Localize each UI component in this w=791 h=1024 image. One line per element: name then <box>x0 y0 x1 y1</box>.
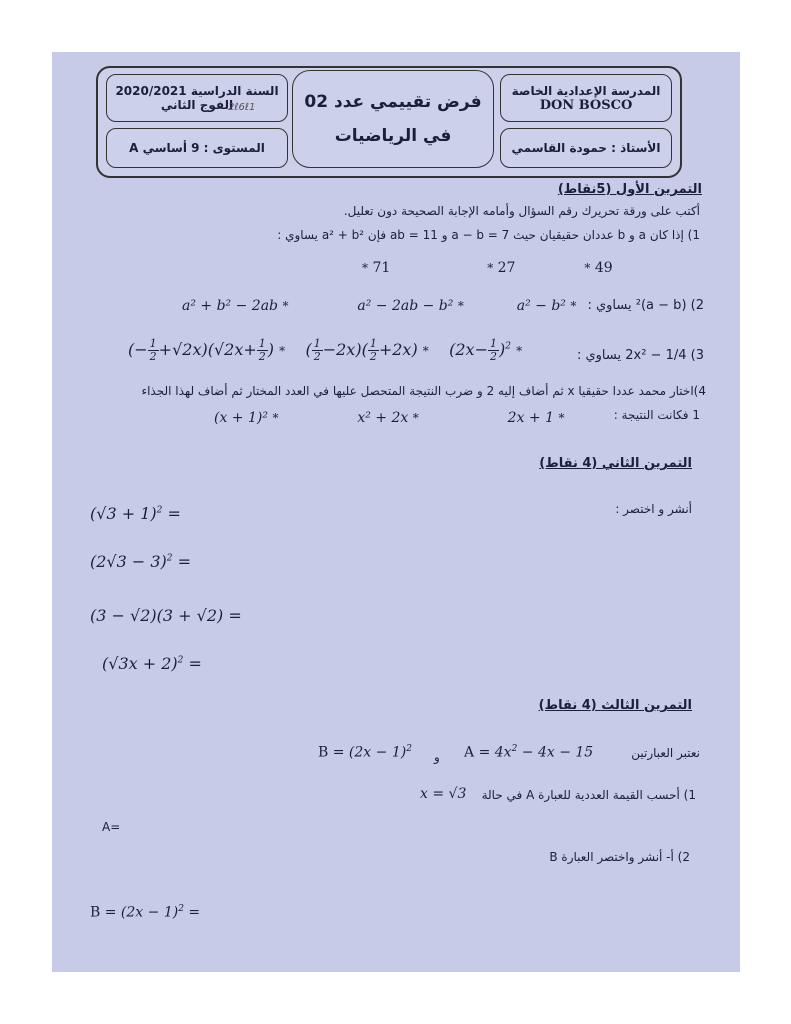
ex3-intro: نعتبر العبارتين <box>631 746 700 760</box>
ex1-q4-text: 4)اختار محمد عددا حقيقيا x ثم أضاف إليه 2 و ضرب النتيجة المتحصل عليها في العدد المختار ثم أضاف لهذا الجذاء <box>141 384 706 398</box>
ex3-q1: 1) أحسب القيمة العددية للعبارة A في حالة <box>481 788 696 802</box>
exam-title: فرض تقييمي عدد 02 <box>304 92 482 112</box>
q4-option-b: x² + 2x <box>357 410 409 426</box>
ex1-q1-options: * 71 * 27 * 49 <box>362 260 613 276</box>
q3-option-c: (2x− $\frac{1}{2}$ )$^2$ <box>449 337 511 363</box>
q1-option-b: 27 <box>497 260 516 276</box>
ex1-title: التمرين الأول (5نقاط) <box>557 182 702 197</box>
ex1-q3-label: 3) 2x² − 1/4 يساوي : <box>576 348 704 363</box>
school-year: السنة الدراسية 2020/2021 <box>115 84 279 98</box>
ex1-q4-cont: 1 فكانت النتيجة : <box>613 408 700 422</box>
level: المستوى : 9 أساسي A <box>129 141 265 155</box>
ex2-expr-2: $(2√3 - 3)^2$ = <box>90 552 192 571</box>
ex3-a-label: A= <box>102 820 121 834</box>
q2-option-a: a² + b² − 2ab <box>182 298 279 314</box>
school-name-cell <box>500 74 672 122</box>
school-line2: DON BOSCO <box>539 97 633 113</box>
ex1-q3-options: (− $\frac{1}{2}$ +√2x)(√2x+ $\frac{1}{2}$ ) * ( $\frac{1}{2}$ −2x)( $\frac{1}{2}$ +2x) * (2x− $\frac{1}{2}$ )$^2$ * <box>128 337 523 363</box>
q1-option-a: 71 <box>372 260 391 276</box>
ex1-instruction: أكتب على ورقة تحريرك رقم السؤال وأمامه الإجابة الصحيحة دون تعليل. <box>343 204 700 218</box>
q2-option-c: a² − b² <box>516 298 566 314</box>
ex3-q2: 2) أ- أنشر واختصر العبارة B <box>549 850 690 864</box>
ex1-q4-options: (x + 1)² * x² + 2x * 2x + 1 * <box>214 410 565 426</box>
q4-option-c: 2x + 1 <box>507 410 554 426</box>
ex3-b-expand: $B = (2x - 1)^2$ = <box>90 904 201 921</box>
handwritten-mark: 2ℓ6ℓ1 <box>228 102 256 113</box>
school-line1: المدرسة الإعدادية الخاصة <box>511 83 661 98</box>
q1-option-c: 49 <box>594 260 613 276</box>
ex2-instruction: أنشر و اختصر : <box>615 502 692 516</box>
ex3-title: التمرين الثالث (4 نقاط) <box>538 698 692 713</box>
exam-subject: في الرياضيات <box>334 126 452 146</box>
q4-option-a: (x + 1)² <box>214 410 268 426</box>
q2-option-b: a² − 2ab − b² <box>357 298 454 314</box>
q3-option-b: ( $\frac{1}{2}$ −2x)( $\frac{1}{2}$ +2x) <box>305 337 418 363</box>
ex2-expr-3: (3 − √2)(3 + √2) = <box>90 606 242 625</box>
ex1-q2-label: 2) (a − b)² يساوي : <box>587 298 704 313</box>
level-cell <box>106 128 288 168</box>
group: الفوج الثاني <box>160 98 234 112</box>
year-cell <box>106 74 288 122</box>
ex1-q2-options: a² + b² − 2ab * a² − 2ab − b² * a² − b² * <box>182 298 577 314</box>
exam-title-cell <box>292 70 494 168</box>
ex2-title: التمرين الثاني (4 نقاط) <box>539 456 692 471</box>
teacher-name: الأستاذ : حمودة القاسمي <box>511 141 661 155</box>
teacher-cell <box>500 128 672 168</box>
ex1-q1-text: 1) إذا كان a و b عددان حقيقيان حيث a − b = 7 و ab = 11 فإن a² + b² يساوي : <box>277 228 700 242</box>
ex3-expr-a: $A = 4x^2 - 4x - 15$ <box>464 744 594 761</box>
q3-option-a: (− $\frac{1}{2}$ +√2x)(√2x+ $\frac{1}{2}$ ) <box>128 337 275 363</box>
ex3-expr-b: $B = (2x - 1)^2$ <box>318 744 412 761</box>
exam-sheet <box>52 52 740 972</box>
ex2-expr-1: $(√3 + 1)^2$ = <box>90 504 181 523</box>
ex2-expr-4: $(√3x + 2)^2$ = <box>102 654 202 673</box>
ex3-and: و <box>434 750 440 764</box>
ex3-condition: x = √3 <box>420 786 467 802</box>
